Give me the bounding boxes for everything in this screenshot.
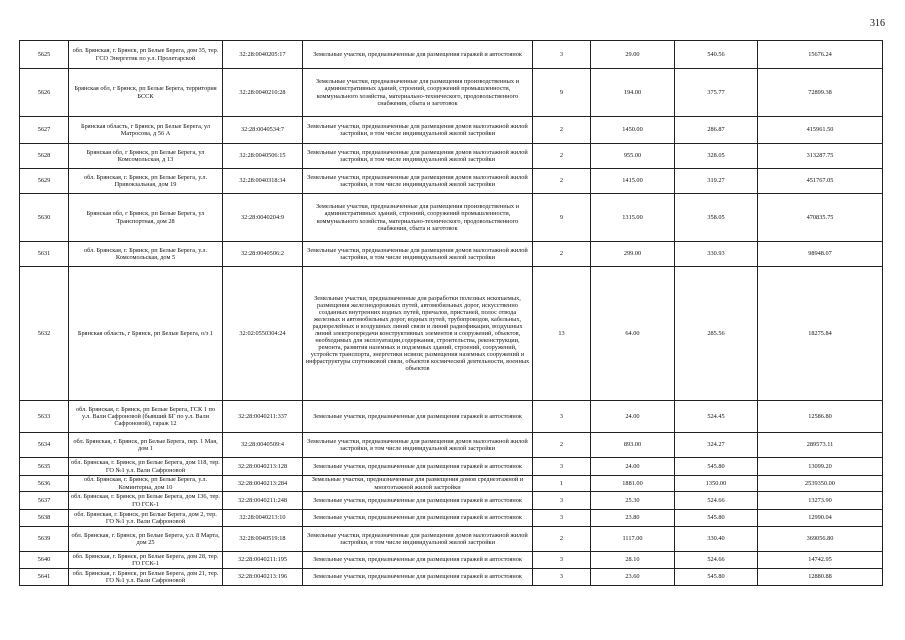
specific-value-cell: 375.77 <box>675 69 758 117</box>
address-cell: Брянская область, г Брянск, рп Белые Берега, ул Матросова, д 56 А <box>69 117 223 144</box>
category-cell: 9 <box>533 194 591 242</box>
cadastral-number-cell: 32:28:0040509:4 <box>223 433 303 458</box>
category-cell: 2 <box>533 242 591 267</box>
area-cell: 955.00 <box>591 144 675 169</box>
row-number-cell: 5633 <box>20 401 69 433</box>
area-cell: 24.00 <box>591 458 675 476</box>
table-row <box>20 242 883 267</box>
land-use-cell: Земельные участки, предназначенные для размещения гаражей и автостоянок <box>303 510 533 527</box>
area-cell: 23.80 <box>591 510 675 527</box>
cadastral-value-cell: 18275.84 <box>758 267 883 401</box>
address-cell: обл. Брянская, г. Брянск, рп Белые Берега, дом 136, тер. ГО ГСК-1 <box>69 492 223 510</box>
cadastral-value-cell: 13273.90 <box>758 492 883 510</box>
specific-value-cell: 545.80 <box>675 458 758 476</box>
table-row <box>20 510 883 527</box>
category-cell: 2 <box>533 433 591 458</box>
address-cell: Брянская область, г Брянск, рп Белые Берега, о/з 1 <box>69 267 223 401</box>
cadastral-number-cell: 32:02:0550304:24 <box>223 267 303 401</box>
cadastral-number-cell: 32:28:0040210:28 <box>223 69 303 117</box>
category-cell: 13 <box>533 267 591 401</box>
table-row <box>20 552 883 569</box>
category-cell: 2 <box>533 144 591 169</box>
cadastral-number-cell: 32:28:0040534:7 <box>223 117 303 144</box>
specific-value-cell: 540.56 <box>675 41 758 69</box>
land-use-cell: Земельные участки, предназначенные для размещения гаражей и автостоянок <box>303 401 533 433</box>
land-use-cell: Земельные участки, предназначенные для размещения гаражей и автостоянок <box>303 41 533 69</box>
cadastral-number-cell: 32:28:0040211:248 <box>223 492 303 510</box>
area-cell: 893.00 <box>591 433 675 458</box>
cadastral-number-cell: 32:28:0040318:34 <box>223 169 303 194</box>
row-number-cell: 5639 <box>20 527 69 552</box>
row-number-cell: 5640 <box>20 552 69 569</box>
cadastral-number-cell: 32:28:0040506:15 <box>223 144 303 169</box>
cadastral-value-cell: 369056.80 <box>758 527 883 552</box>
cadastral-value-cell: 451767.05 <box>758 169 883 194</box>
row-number-cell: 5632 <box>20 267 69 401</box>
category-cell: 1 <box>533 476 591 492</box>
table-row <box>20 458 883 476</box>
category-cell: 2 <box>533 117 591 144</box>
cadastral-value-cell: 12880.88 <box>758 569 883 586</box>
table-row <box>20 41 883 69</box>
page-number: 316 <box>870 18 885 29</box>
row-number-cell: 5627 <box>20 117 69 144</box>
address-cell: обл. Брянская, г. Брянск, рп Белые Берега, дом 2, тер. ГО №1 у.л. Вали Сафроновой <box>69 510 223 527</box>
area-cell: 24.00 <box>591 401 675 433</box>
row-number-cell: 5628 <box>20 144 69 169</box>
cadastral-value-cell: 15676.24 <box>758 41 883 69</box>
area-cell: 1315.00 <box>591 194 675 242</box>
row-number-cell: 5636 <box>20 476 69 492</box>
area-cell: 1881.00 <box>591 476 675 492</box>
land-use-cell: Земельные участки, предназначенные для размещения домов малоэтажной жилой застройки, в том числе индивидуальной жилой застройки <box>303 169 533 194</box>
address-cell: обл. Брянская, г. Брянск, рп Белые Берега, у.л. Коминтерна, дом 10 <box>69 476 223 492</box>
table-row <box>20 144 883 169</box>
table-row <box>20 194 883 242</box>
table-row <box>20 117 883 144</box>
cadastral-number-cell: 32:28:0040213:196 <box>223 569 303 586</box>
row-number-cell: 5638 <box>20 510 69 527</box>
category-cell: 3 <box>533 458 591 476</box>
row-number-cell: 5630 <box>20 194 69 242</box>
address-cell: Брянская обл, г Брянск, рп Белые Берега, территория БССК <box>69 69 223 117</box>
land-use-cell: Земельные участки, предназначенные для размещения производственных и административных зданий, строений, сооружений промышленности, коммунального хозяйства, материально-технического, продовольственного снабжения, сбыта и заготовок <box>303 69 533 117</box>
row-number-cell: 5635 <box>20 458 69 476</box>
table-row <box>20 492 883 510</box>
specific-value-cell: 319.27 <box>675 169 758 194</box>
cadastral-value-cell: 2539350.00 <box>758 476 883 492</box>
row-number-cell: 5641 <box>20 569 69 586</box>
land-use-cell: Земельные участки, предназначенные для размещения домов малоэтажной жилой застройки, в том числе индивидуальной жилой застройки <box>303 144 533 169</box>
category-cell: 3 <box>533 510 591 527</box>
cadastral-value-cell: 415961.50 <box>758 117 883 144</box>
address-cell: обл. Брянская, г. Брянск, рп Белые Берега, пер. 1 Мая, дом 1 <box>69 433 223 458</box>
address-cell: Брянская обл, г Брянск, рп Белые Берега, ул Транспортная, дом 28 <box>69 194 223 242</box>
table-row <box>20 69 883 117</box>
area-cell: 1450.00 <box>591 117 675 144</box>
table-row <box>20 267 883 401</box>
address-cell: обл. Брянская, г. Брянск, рп Белые Берега, дом 21, тер. ГО №1 у.л. Вали Сафроновой <box>69 569 223 586</box>
table-row <box>20 569 883 586</box>
cadastral-number-cell: 32:28:0040213:284 <box>223 476 303 492</box>
area-cell: 64.00 <box>591 267 675 401</box>
specific-value-cell: 524.66 <box>675 552 758 569</box>
cadastral-value-cell: 12990.04 <box>758 510 883 527</box>
cadastral-value-cell: 289573.11 <box>758 433 883 458</box>
area-cell: 299.00 <box>591 242 675 267</box>
area-cell: 23.60 <box>591 569 675 586</box>
cadastral-value-cell: 13099.20 <box>758 458 883 476</box>
table-row <box>20 527 883 552</box>
category-cell: 2 <box>533 169 591 194</box>
address-cell: обл. Брянская, г. Брянск, рп Белые Берега, дом 28, тер. ГО ГСК-1 <box>69 552 223 569</box>
land-use-cell: Земельные участки, предназначенные для размещения производственных и административных зданий, строений, сооружений промышленности, коммунального хозяйства, материально-технического, продовольственного снабжения, сбыта и заготовок <box>303 194 533 242</box>
cadastral-value-cell: 12586.80 <box>758 401 883 433</box>
area-cell: 28.10 <box>591 552 675 569</box>
cadastral-number-cell: 32:28:0040211:195 <box>223 552 303 569</box>
specific-value-cell: 545.80 <box>675 510 758 527</box>
area-cell: 194.00 <box>591 69 675 117</box>
specific-value-cell: 524.66 <box>675 492 758 510</box>
category-cell: 3 <box>533 569 591 586</box>
category-cell: 2 <box>533 527 591 552</box>
cadastral-number-cell: 32:28:0040204:9 <box>223 194 303 242</box>
category-cell: 3 <box>533 401 591 433</box>
row-number-cell: 5626 <box>20 69 69 117</box>
address-cell: обл. Брянская, г. Брянск, рп Белые Берега, ГСК 1 по у.л. Вали Сафроновой (бывший БГ по у.л. Вали Сафроновой), гараж 12 <box>69 401 223 433</box>
address-cell: обл. Брянская, г. Брянск, рп Белые Берега, дом 35, тер. ГСО Энергетик по у.л. Пролетарской <box>69 41 223 69</box>
cadastral-number-cell: 32:28:0040213:128 <box>223 458 303 476</box>
table-row <box>20 476 883 492</box>
row-number-cell: 5634 <box>20 433 69 458</box>
specific-value-cell: 330.93 <box>675 242 758 267</box>
table-row <box>20 433 883 458</box>
category-cell: 3 <box>533 41 591 69</box>
cadastral-value-cell: 98948.07 <box>758 242 883 267</box>
specific-value-cell: 286.87 <box>675 117 758 144</box>
cadastral-value-cell: 72899.38 <box>758 69 883 117</box>
row-number-cell: 5637 <box>20 492 69 510</box>
row-number-cell: 5631 <box>20 242 69 267</box>
specific-value-cell: 324.27 <box>675 433 758 458</box>
specific-value-cell: 545.80 <box>675 569 758 586</box>
area-cell: 29.00 <box>591 41 675 69</box>
cadastral-value-cell: 313287.75 <box>758 144 883 169</box>
cadastral-value-cell: 14742.95 <box>758 552 883 569</box>
table-row <box>20 401 883 433</box>
specific-value-cell: 330.40 <box>675 527 758 552</box>
cadastral-number-cell: 32:28:0040205:17 <box>223 41 303 69</box>
specific-value-cell: 358.05 <box>675 194 758 242</box>
land-use-cell: Земельные участки, предназначенные для размещения гаражей и автостоянок <box>303 552 533 569</box>
land-use-cell: Земельные участки, предназначенные для размещения гаражей и автостоянок <box>303 492 533 510</box>
cadastral-number-cell: 32:28:0040213:10 <box>223 510 303 527</box>
category-cell: 3 <box>533 492 591 510</box>
area-cell: 1415.00 <box>591 169 675 194</box>
category-cell: 9 <box>533 69 591 117</box>
specific-value-cell: 1350.00 <box>675 476 758 492</box>
land-use-cell: Земельные участки, предназначенные для размещения домов малоэтажной жилой застройки, в том числе индивидуальной жилой застройки <box>303 117 533 144</box>
land-use-cell: Земельные участки, предназначенные для разработки полезных ископаемых, размещения железнодорожных путей, автомобильных дорог, искусственно созданных внутренних водных путей, причалов, пристаней, полос отвода железных и автомобильных дорог, водных путей, трубопроводов, кабельных, радиорелейных и воздушных линий связи и линий радиофикации, воздушных линий электропередачи конструктивных элементов и сооружений, объектов, необходимых для эксплуатации,содержания, строительства, реконструкции, ремонта, развития наземных и подземных зданий, строений, сооружений, устройств транспорта, энергетики исвязи; размещения наземных сооружений и инфраструктуры спутниковой связи, объектов космической деятельности, военных объектов <box>303 267 533 401</box>
specific-value-cell: 524.45 <box>675 401 758 433</box>
specific-value-cell: 285.56 <box>675 267 758 401</box>
specific-value-cell: 328.05 <box>675 144 758 169</box>
cadastral-value-cell: 470835.75 <box>758 194 883 242</box>
land-use-cell: Земельные участки, предназначенные для размещения домов малоэтажной жилой застройки, в том числе индивидуальной жилой застройки <box>303 433 533 458</box>
cadastral-number-cell: 32:28:0040211:337 <box>223 401 303 433</box>
land-use-cell: Земельные участки, предназначенные для размещения домов малоэтажной жилой застройки, в том числе индивидуальной жилой застройки <box>303 527 533 552</box>
category-cell: 3 <box>533 552 591 569</box>
land-use-cell: Земельные участки, предназначенные для размещения гаражей и автостоянок <box>303 458 533 476</box>
land-use-cell: Земельные участки, предназначенные для размещения гаражей и автостоянок <box>303 569 533 586</box>
cadastral-value-table <box>19 40 883 586</box>
area-cell: 25.30 <box>591 492 675 510</box>
land-use-cell: Земельные участки, предназначенные для размещения домов малоэтажной жилой застройки, в том числе индивидуальной жилой застройки <box>303 242 533 267</box>
address-cell: Брянская обл, г Брянск, рп Белые Берега, ул Комсомольская, д 13 <box>69 144 223 169</box>
address-cell: обл. Брянская, г. Брянск, рп Белые Берега, у.л. Комсомольская, дом 5 <box>69 242 223 267</box>
table-row <box>20 169 883 194</box>
cadastral-number-cell: 32:28:0040519:18 <box>223 527 303 552</box>
address-cell: обл. Брянская, г. Брянск, рп Белые Берега, у.л. Привокзальная, дом 19 <box>69 169 223 194</box>
row-number-cell: 5629 <box>20 169 69 194</box>
address-cell: обл. Брянская, г. Брянск, рп Белые Берега, дом 118, тер. ГО №1 у.л. Вали Сафроновой <box>69 458 223 476</box>
address-cell: обл. Брянская, г. Брянск, рп Белые Берега, у.л. 8 Марта, дом 25 <box>69 527 223 552</box>
cadastral-number-cell: 32:28:0040506:2 <box>223 242 303 267</box>
land-use-cell: Земельные участки, предназначенные для размещения домов среднеэтажной и многоэтажной жилой застройки <box>303 476 533 492</box>
area-cell: 1117.00 <box>591 527 675 552</box>
row-number-cell: 5625 <box>20 41 69 69</box>
